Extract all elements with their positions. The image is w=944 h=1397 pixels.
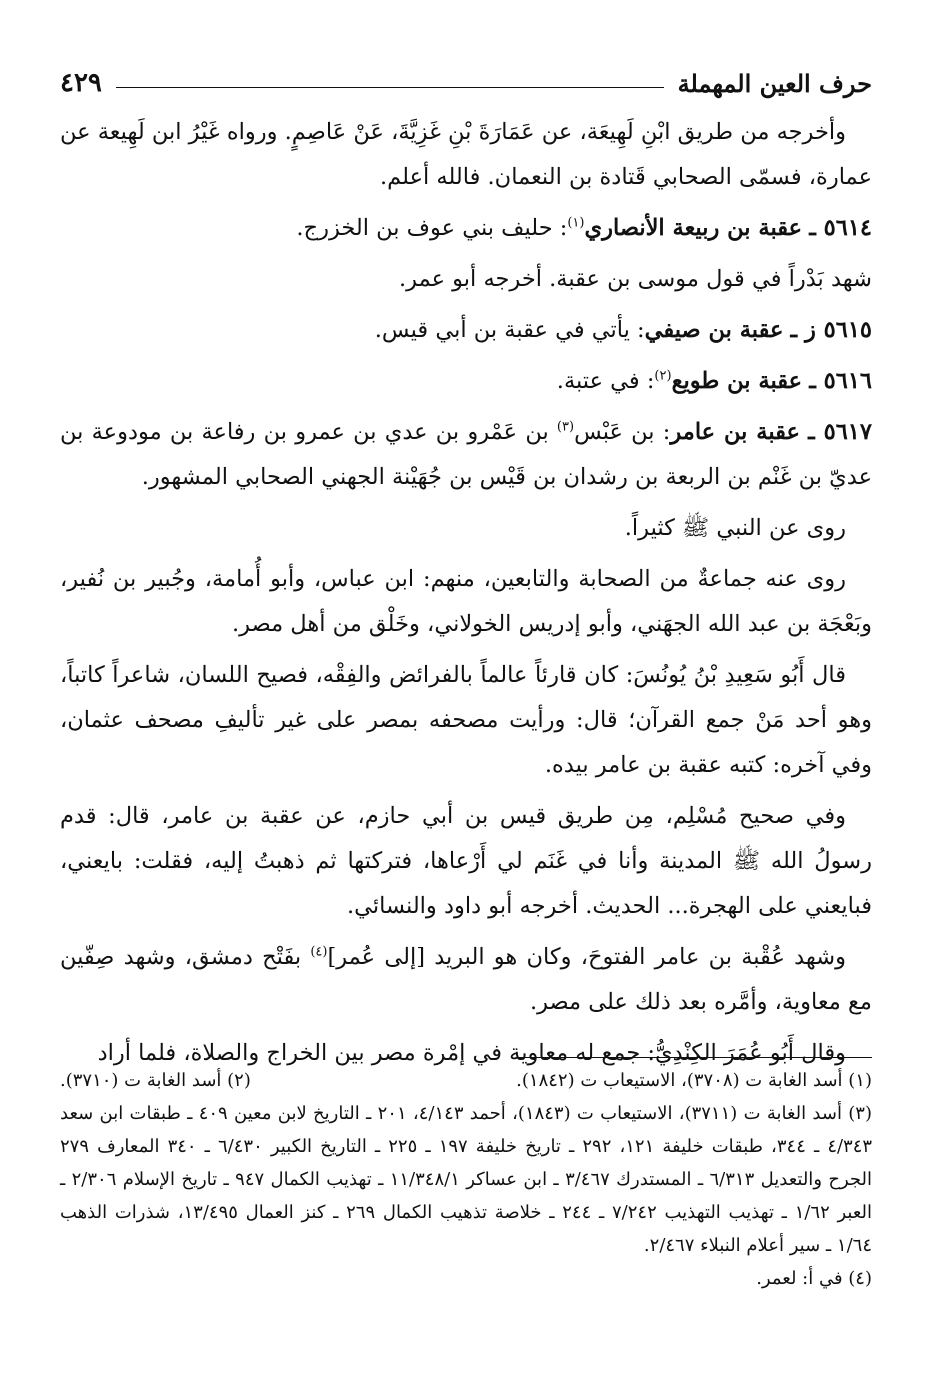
footnote-marker: (٣): [556, 419, 575, 435]
entry-number: ٥٦١٦ ـ: [809, 368, 872, 394]
footnote-1: (١) أسد الغابة ت (٣٧٠٨)، الاستيعاب ت (١٨٤٢).: [516, 1070, 872, 1091]
footnote-4: (٤) في أ: لعمر.: [756, 1268, 872, 1289]
entry-number: ٥٦١٥ ز ـ: [790, 317, 872, 343]
main-text: [60, 110, 872, 1082]
footnote-separator: [517, 1057, 872, 1058]
page-header: [60, 48, 872, 98]
footnote-marker: (٤): [310, 944, 328, 960]
entry-name: عقبة بن ربيعة الأنصاري: [584, 215, 803, 241]
header-rule: [116, 87, 664, 88]
page-number: ٤٢٩: [60, 68, 102, 98]
paragraph: وقال أَبُو عُمَرَ الكِنْدِيُّ: جمع له معاوية في إمْرة مصر بين الخراج والصلاة، فلما أراد: [97, 1040, 846, 1066]
entry-5614: [60, 206, 872, 251]
paragraph: روى عنه جماعةٌ من الصحابة والتابعين، منهم: ابن عباس، وأبو أُمامة، وجُبير بن نُفير، وبَعْجَة بن عبد الله الجهَني، وأبو إدريس الخولاني، وخَلْق من أهل مصر.: [60, 566, 872, 637]
entry-name: عقبة بن طويع: [671, 368, 803, 394]
entry-name: عقبة بن صيفي: [644, 317, 784, 343]
entry-5616: [60, 359, 872, 404]
entry-text: : يأتي في عقبة بن أبي قيس.: [374, 317, 645, 343]
entry-5615: [60, 308, 872, 353]
footnote-2: (٢) أسد الغابة ت (٣٧١٠).: [60, 1070, 251, 1091]
paragraph-text: مع معاوية، وأمَّره بعد ذلك على مصر.: [529, 989, 872, 1015]
entry-text: بن عَمْرو بن عدي بن عمرو بن رفاعة بن مودوعة بن عديّ بن غَنْم بن الربعة بن رشدان بن قَيْس بن جُهَيْنة الجهني الصحابي المشهور.: [60, 419, 872, 490]
entry-5617: [60, 410, 872, 500]
paragraph-text: وشهد عُقْبة بن عامر الفتوحَ، وكان هو البريد [إلى عُمر]: [327, 944, 846, 970]
paragraph: وأخرجه من طريق ابْنِ لَهِيعَة، عن عَمَارَةَ بْنِ غَزِيَّةَ، عَنْ عَاصِمٍ. ورواه غَيْرُ ابن لَهِيعة عن عمارة، فسمّى الصحابي قَتادة بن النعمان. فالله أعلم.: [60, 119, 872, 190]
footnote-marker: (١): [567, 215, 585, 231]
entry-name: عقبة بن عامر: [670, 419, 800, 445]
paragraph-text: بفَتْح دمشق، وشهد صِفّين: [60, 944, 311, 970]
paragraph: شهد بَدْراً في قول موسى بن عقبة. أخرجه أبو عمر.: [399, 266, 872, 292]
entry-text: : في عتبة.: [556, 368, 655, 394]
paragraph: قال أَبُو سَعِيدِ بْنُ يُونُسَ: كان قارئاً عالماً بالفرائض والفِقْه، فصيح اللسان، شاعراً كاتباً، وهو أحد مَنْ جمع القرآن؛ قال: ورأيت مصحفه بمصر على غير تأليفِ مصحف عثمان، وفي آخره: كتبه عقبة بن عامر بيده.: [60, 662, 872, 778]
paragraph: [60, 935, 872, 1025]
entry-text: : حليف بني عوف بن الخزرج.: [296, 215, 568, 241]
footnote-3: (٣) أسد الغابة ت (٣٧١١)، الاستيعاب ت (١٨٤٣)، أحمد ٤/١٤٣، ٢٠١ ـ التاريخ لابن معين ٤٠٩ ـ طبقات ابن سعد ٤/٣٤٣ ـ ٣٤٤، طبقات خليفة ١٢١، ٢٩٢ ـ تاريخ خليفة ١٩٧ ـ ٢٢٥ ـ التاريخ الكبير ٦/٤٣٠ ـ ٣٤٠ المعارف ٢٧٩ الجرح والتعديل ٦/٣١٣ ـ المستدرك ٣/٤٦٧ ـ ابن عساكر ١١/٣٤٨/١ ـ تهذيب الكمال ٩٤٧ ـ تاريخ الإسلام ٢/٣٠٦ ـ العبر ١/٦٢ ـ تهذيب التهذيب ٧/٢٤٢ ـ ٢٤٤ ـ خلاصة تذهيب الكمال ٢٦٩ ـ كنز العمال ١٣/٤٩٥، شذرات الذهب ١/٦٤ ـ سير أعلام النبلاء ٢/٤٦٧.: [60, 1103, 873, 1256]
entry-number: ٥٦١٤ ـ: [809, 215, 872, 241]
paragraph: وفي صحيح مُسْلِم، مِن طريق قيس بن أبي حازم، عن عقبة بن عامر، قال: قدم رسولُ الله ﷺ المدينة وأنا في غَنَم لي أَرْعاها، فتركتها ثم ذهبتُ إليه، فقلت: بايعني، فبايعني على الهجرة... الحديث. أخرجه أبو داود والنسائي.: [60, 803, 872, 919]
footnote-marker: (٢): [654, 368, 672, 384]
entry-text: : بن عَبْس: [574, 419, 671, 445]
footnotes: [60, 1064, 872, 1295]
footnote-row: [60, 1064, 872, 1097]
paragraph: روى عن النبي ﷺ كثيراً.: [624, 515, 846, 541]
running-title: حرف العين المهملة: [677, 69, 872, 98]
entry-number: ٥٦١٧ ـ: [808, 419, 872, 445]
